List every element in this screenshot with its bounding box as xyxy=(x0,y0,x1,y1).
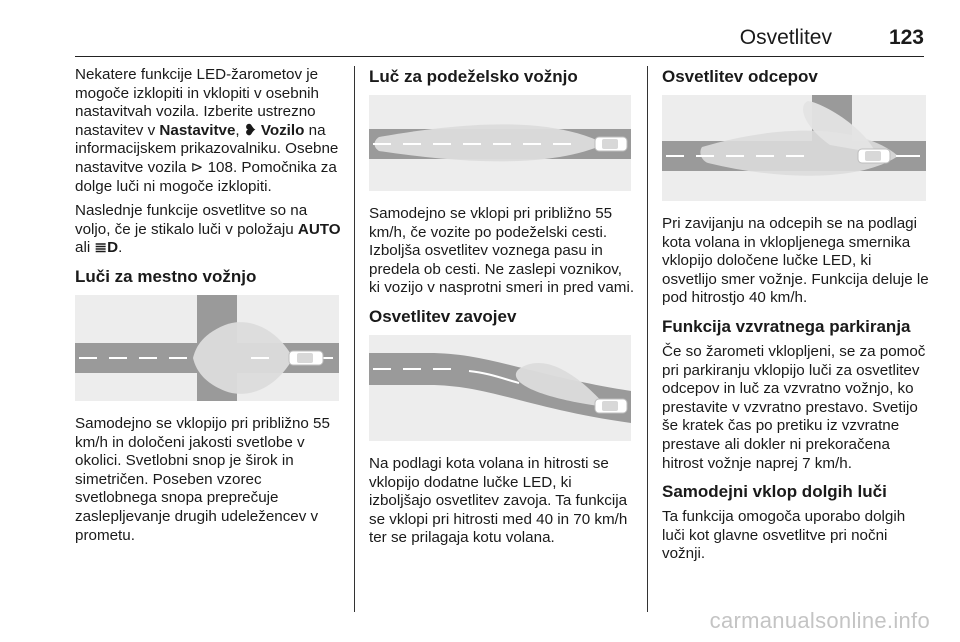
car-icon xyxy=(595,399,627,413)
car-icon xyxy=(289,351,323,365)
auto-high-beam-text: Ta funkcija omogoča uporabo dolgih luči kot glavne osvetlitve pri nočni vožnji. xyxy=(662,508,906,563)
page-header xyxy=(75,26,924,57)
auto-label: AUTO xyxy=(297,220,341,238)
page-reference: ⊳ 108. xyxy=(190,158,238,176)
column-2 xyxy=(369,66,635,554)
column-1 xyxy=(75,66,343,551)
column-divider xyxy=(647,66,648,612)
low-beam-icon: ≣D xyxy=(94,239,119,257)
intro-paragraph: Nekatere funkcije LED-žarometov je mogoče izklopiti in vklopiti v osebnih nastavitvah vozila. Izberite ustrezno nastavitev v Nastavitve, ❥ Vozilo na informacijskem prikazovalniku. Osebne nastavitve vozila ⊳ 108. Pomočnika za dolge luči ni mogoče izklopiti. xyxy=(75,66,339,195)
reverse-parking-text: Če so žarometi vklopljeni, se za pomoč pri parkiranju vklopijo luči za osvetlitev odcepov in luč za vzvratno vožnjo, ko prestavite v vzvratno prestavo. Svetijo še kratek čas po pretiku iz vzvratne prestave ali dokler ni prekoračena hitrost vožnje naprej 7 km/h. xyxy=(662,342,926,472)
country-light-figure xyxy=(369,95,631,191)
vehicle-menu-ref: Vozilo xyxy=(256,121,305,139)
heading-country-light: Luč za podeželsko vožnjo xyxy=(369,67,578,86)
heading-city-light: Luči za mestno vožnjo xyxy=(75,266,257,286)
curve-light-text: Na podlagi kota volana in hitrosti se vklopijo dodatne lučke LED, ki izboljšajo osvetlitev zavoja. Ta funkcija se vklopi pri hitrosti med 40 in 70 km/h ter se prilagaja kotu volana. xyxy=(369,454,628,547)
heading-junction-light: Osvetlitev odcepov xyxy=(662,67,818,86)
heading-curve-light: Osvetlitev zavojev xyxy=(369,306,517,326)
junction-light-figure xyxy=(662,95,926,201)
heading-auto-high-beam: Samodejni vklop dolgih luči xyxy=(662,482,887,502)
city-light-figure xyxy=(75,295,339,401)
junction-light-text: Pri zavijanju na odcepih se na podlagi kota volana in vklopljenega smernika vklopijo določene lučke LED, ki osvetlijo smer vožnje. Funkcija deluje le pod hitrostjo 40 km/h. xyxy=(662,215,929,307)
column-3 xyxy=(662,66,930,570)
city-light-text: Samodejno se vklopijo pri približno 55 km/h in določeni jakosti svetlobe v okolici. Svetlobni snop je širok in simetričen. Poseben vzorec svetlobnega snopa preprečuje zaslepljevanje drugih udeležencev v prometu. xyxy=(75,414,330,544)
watermark: carmanualsonline.info xyxy=(709,608,930,633)
settings-menu-ref: Nastavitve xyxy=(159,121,236,139)
curve-light-figure xyxy=(369,335,631,441)
section-title: Osvetlitev xyxy=(739,26,832,49)
column-divider xyxy=(354,66,355,612)
vehicle-icon: ❥ xyxy=(243,121,257,139)
car-icon xyxy=(595,137,627,151)
functions-paragraph: Naslednje funkcije osvetlitve so na voljo, če je stikalo luči v položaju AUTO ali ≣D. xyxy=(75,202,341,257)
heading-reverse-parking: Funkcija vzvratnega parkiranja xyxy=(662,316,911,336)
page-number: 123 xyxy=(888,26,924,49)
car-icon xyxy=(858,149,890,163)
country-light-text: Samodejno se vklopi pri približno 55 km/h, če vozite po podeželski cesti. Izboljša osvetlitev voznega pasu in predela ob cesti. Ne zaslepi voznikov, ki vozijo v nasprotni smeri in pred vami. xyxy=(369,205,635,297)
